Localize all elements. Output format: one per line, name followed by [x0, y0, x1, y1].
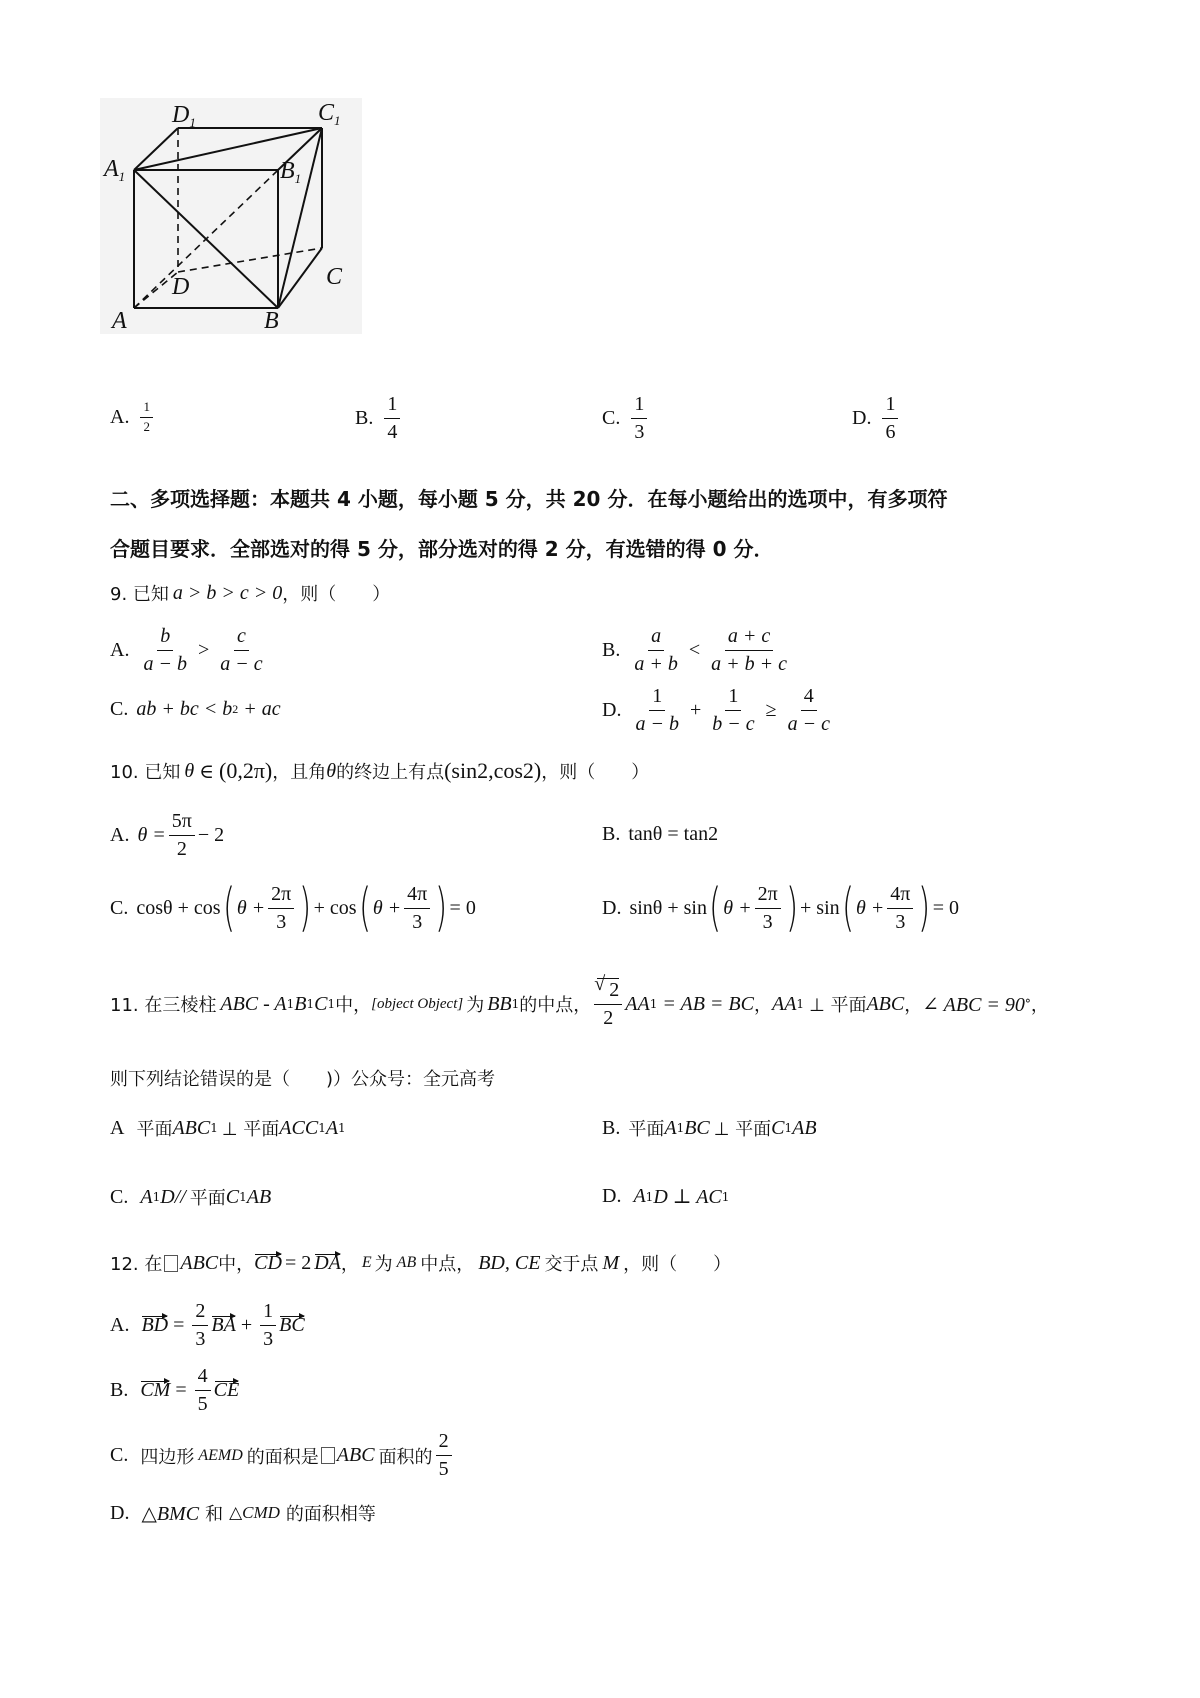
expression: θ = — [137, 824, 166, 846]
numerator: a + c — [725, 625, 773, 651]
segment-aa1: AA — [625, 992, 650, 1015]
subscript: 1 — [511, 997, 520, 1011]
triangle-bmc: △BMC — [141, 1502, 200, 1525]
sqrt-radicand: √ 2 — [597, 978, 619, 1002]
stem-text: 中， — [218, 1254, 255, 1275]
option-label: C. — [110, 1444, 129, 1466]
fraction — [384, 393, 400, 444]
cube-figure — [100, 98, 362, 334]
triangle-symbol-placeholder-icon — [321, 1447, 335, 1464]
angle-condition: ∠ ABC = 90 — [922, 993, 1025, 1016]
line-name: A — [633, 1185, 646, 1207]
segment-ab: AB — [396, 1254, 417, 1271]
q10-stem — [110, 758, 649, 784]
numerator: 1 — [882, 393, 898, 419]
right-paren: ) — [299, 878, 312, 938]
point-d: [object Object] — [371, 995, 464, 1012]
denominator: 3 — [412, 910, 423, 933]
q12-stem — [110, 1250, 731, 1276]
q11-option-d — [602, 1184, 729, 1209]
operator: < — [688, 639, 701, 661]
q10-option-d — [602, 878, 959, 938]
denominator: 4 — [387, 421, 398, 443]
fraction — [268, 883, 294, 934]
stem-text: 交于点 — [544, 1254, 599, 1275]
fraction — [887, 883, 913, 934]
option-label: D. — [602, 1185, 622, 1207]
denominator: 3 — [263, 1328, 274, 1350]
plane-name: A — [664, 1116, 677, 1139]
numerator: 2π — [268, 883, 294, 909]
denominator: 3 — [895, 910, 906, 933]
fraction — [195, 1365, 211, 1416]
q12-option-a — [110, 1300, 305, 1351]
stem-text: 12. 在 — [110, 1254, 163, 1275]
subscript: 1 — [210, 1121, 218, 1135]
degree-sign: ° — [1024, 997, 1031, 1011]
expression: θ + — [723, 896, 752, 919]
plane-abc: ABC — [866, 992, 905, 1015]
option-text: 平面 — [628, 1119, 665, 1140]
numerator: b — [157, 625, 173, 651]
stem-text: ，且角 — [272, 762, 327, 783]
stem-text: ，则（ ） — [623, 1254, 732, 1275]
numerator: 2 — [436, 1430, 452, 1456]
option-label: C. — [110, 1185, 129, 1208]
option-text: 平面 — [136, 1119, 173, 1140]
q10-option-b — [602, 823, 718, 846]
operator: + — [240, 1314, 253, 1336]
fraction — [631, 393, 647, 444]
prism-name: ABC - A — [220, 992, 287, 1015]
label-d1: $D_1$ — [172, 102, 196, 130]
option-label: B. — [110, 1379, 129, 1401]
denominator: 3 — [634, 421, 645, 443]
option-label: C. — [110, 698, 129, 720]
label-c1: $C_1$ — [318, 100, 341, 128]
option-text: 四边形 — [140, 1446, 195, 1468]
stem-text: ， — [1030, 995, 1049, 1016]
q9-option-d — [602, 685, 836, 736]
q12-option-c — [110, 1430, 455, 1481]
label-d: D — [172, 274, 190, 300]
operator: = 2 — [284, 1251, 312, 1274]
triangle-name: ABC — [336, 1444, 375, 1466]
plane-name: ABC — [172, 1116, 211, 1139]
label-b1: $B_1$ — [280, 158, 302, 186]
subscript: 1 — [338, 1121, 346, 1135]
stem-text: 中点， — [420, 1254, 475, 1275]
operator: + — [689, 699, 702, 721]
q11-option-a — [110, 1115, 346, 1141]
denominator: 2 — [143, 418, 150, 434]
label-c: C — [326, 264, 343, 290]
q11-option-c — [110, 1184, 271, 1210]
fraction — [631, 625, 681, 676]
expression: cosθ + cos — [136, 896, 221, 919]
right-paren: ) — [785, 878, 798, 938]
vector-ce: CE — [213, 1379, 240, 1401]
triangle-name: ABC — [180, 1251, 219, 1274]
fraction — [169, 810, 195, 861]
option-text: 的面积相等 — [285, 1504, 376, 1525]
theta: θ — [184, 759, 195, 782]
vector-cm: CM — [140, 1379, 171, 1401]
fraction — [404, 883, 430, 934]
expression: = 0 — [932, 896, 959, 919]
fraction — [140, 625, 190, 676]
q11-stem: 11. 在三棱柱 ABC - A 1 B 1 C 1 中， [object Object] 为 BB 1 的中点， √ $\frac{2}{2}$ AA 1 = AB = BC ， AA 1 ⊥ 平面 ABC ， ∠ ABC = 90 ° ， — [110, 978, 1049, 1030]
denominator: a + b + c — [711, 653, 787, 675]
q10-option-a — [110, 810, 224, 861]
plane-name: A — [325, 1116, 339, 1139]
numerator: 1 — [649, 685, 665, 711]
denominator: 5 — [197, 1393, 208, 1415]
subscript: 1 — [676, 1121, 685, 1135]
option-label: A. — [110, 405, 130, 428]
subscript: 1 — [649, 997, 658, 1011]
stem-text: 的中点， — [519, 995, 592, 1016]
option-label: C. — [110, 896, 129, 919]
option-label: A. — [110, 1314, 130, 1336]
q11-option-b — [602, 1115, 817, 1141]
subscript: 1 — [784, 1121, 793, 1135]
option-text: 和 — [205, 1504, 224, 1525]
q8-option-c — [602, 393, 650, 444]
line-name: D ⊥ AC — [653, 1186, 722, 1208]
fraction — [632, 685, 682, 736]
fraction — [192, 1300, 208, 1351]
equation: = AB = BC — [662, 992, 754, 1015]
numerator: 1 — [260, 1300, 276, 1326]
vector-cd: CD — [254, 1251, 282, 1274]
option-label: D. — [602, 699, 622, 721]
q11-stem-line2: 则下列结论错误的是（ )）公众号：全元高考 — [110, 1069, 496, 1090]
option-label: B. — [355, 407, 374, 429]
numerator: 1 — [631, 393, 647, 419]
denominator: a − c — [787, 713, 830, 735]
fraction — [882, 393, 898, 444]
point-coordinates: (sin2,cos2) — [444, 758, 542, 783]
subscript: 1 — [721, 1189, 730, 1204]
segment-bb1: BB — [487, 992, 512, 1015]
vector-bc: BC — [279, 1314, 305, 1336]
triangle-cmd: △CMD — [229, 1503, 280, 1522]
stem-text: ，则（ ） — [541, 762, 650, 783]
option-text: 平面 — [189, 1188, 226, 1209]
expression: ab + bc < b — [136, 698, 233, 720]
q9-stem — [110, 580, 390, 606]
stem-text: 的终边上有点 — [336, 762, 445, 783]
option-label: A. — [110, 639, 130, 661]
denominator: a − b — [143, 653, 187, 675]
expression: θ + — [372, 896, 402, 919]
numerator: 2π — [755, 883, 781, 909]
line-name: D// — [160, 1185, 186, 1208]
expression: tanθ = tan2 — [628, 823, 719, 845]
stem-text: ⊥ 平面 — [809, 995, 867, 1016]
numerator: 4π — [887, 883, 913, 909]
denominator: a − b — [635, 713, 679, 735]
stem-text: ，则（ ） — [282, 584, 391, 605]
left-paren: ( — [841, 878, 854, 938]
numerator: 1 — [725, 685, 741, 711]
option-text: ⊥ 平面 — [713, 1119, 772, 1140]
fraction — [140, 400, 153, 435]
section-heading-line1: 二、多项选择题：本题共 4 小题，每小题 5 分，共 20 分．在每小题给出的选项中，有多项符 — [110, 487, 948, 511]
expression: = 0 — [449, 896, 476, 919]
option-label: D. — [602, 896, 622, 919]
option-label: B. — [602, 823, 621, 845]
option-label: B. — [602, 639, 621, 661]
line-name: A — [140, 1185, 153, 1208]
plane-name: ACC — [279, 1116, 319, 1139]
stem-text: 10. 已知 — [110, 762, 181, 783]
expression: + sin — [800, 896, 840, 919]
denominator: a − c — [220, 653, 263, 675]
subscript: 1 — [306, 997, 315, 1011]
subscript: 1 — [318, 1121, 326, 1135]
vector-ba: BA — [211, 1314, 236, 1336]
left-paren: ( — [709, 878, 722, 938]
denominator: 5 — [438, 1458, 449, 1480]
expression: θ + — [855, 896, 885, 919]
stem-text: 为 — [466, 995, 485, 1016]
numerator: 4 — [801, 685, 817, 711]
numerator: c — [234, 625, 249, 651]
q8-option-b — [355, 393, 403, 444]
exponent: 2 — [232, 702, 239, 716]
operator: ∈ — [199, 760, 214, 783]
option-label: A. — [110, 824, 130, 846]
triangle-symbol-placeholder-icon — [164, 1255, 178, 1272]
section-heading-line2: 合题目要求．全部选对的得 5 分，部分选对的得 2 分，有选错的得 0 分． — [110, 537, 774, 561]
subscript: 1 — [239, 1190, 247, 1204]
expression: sinθ + sin — [629, 896, 707, 919]
option-label: C. — [602, 407, 621, 429]
numerator: 4π — [404, 883, 430, 909]
q9-option-a — [110, 625, 269, 676]
subscript: 1 — [796, 997, 805, 1011]
label-a1: $A_1$ — [104, 156, 126, 184]
operator: = — [173, 1314, 185, 1336]
denominator: 6 — [885, 421, 896, 443]
right-paren: ) — [918, 878, 931, 938]
stem-text: 为 — [374, 1254, 393, 1275]
option-text: 的面积是 — [246, 1446, 319, 1468]
fraction — [594, 978, 622, 1030]
label-b: B — [264, 308, 279, 334]
label-a: A — [112, 308, 127, 334]
option-text: 面积的 — [378, 1446, 433, 1468]
option-label: A — [110, 1116, 125, 1139]
subscript: 1 — [327, 997, 336, 1011]
numerator: 2 — [192, 1300, 208, 1326]
subscript: 1 — [645, 1189, 654, 1204]
fraction — [260, 1300, 276, 1351]
expression: + ac — [238, 698, 281, 720]
theta: θ — [326, 759, 337, 782]
numerator: a — [648, 625, 664, 651]
q9-option-c — [110, 698, 281, 721]
stem-text: 9. 已知 — [110, 584, 169, 605]
left-paren: ( — [222, 878, 235, 938]
denominator: a + b — [634, 653, 678, 675]
option-label: D. — [852, 407, 872, 429]
expression: + cos — [313, 896, 357, 919]
stem-text: ， — [753, 995, 772, 1016]
denominator: 3 — [195, 1328, 206, 1350]
q12-option-d — [110, 1500, 376, 1526]
q8-option-d — [852, 393, 901, 444]
numerator: 4 — [195, 1365, 211, 1391]
subscript: 1 — [286, 997, 295, 1011]
point-e: E — [361, 1254, 372, 1271]
stem-text: ， — [340, 1254, 359, 1275]
left-paren: ( — [358, 878, 371, 938]
point-m: M — [602, 1251, 620, 1274]
vector-da: DA — [314, 1251, 341, 1274]
option-text: ⊥ 平面 — [221, 1119, 280, 1140]
vector-bd: BD — [141, 1314, 169, 1336]
stem-text: ， — [904, 995, 923, 1016]
interval: (0,2π) — [219, 758, 273, 783]
option-label: D. — [110, 1501, 130, 1524]
operator: ≥ — [765, 699, 777, 721]
denominator: 3 — [762, 910, 773, 933]
plane-name: AB — [792, 1116, 817, 1139]
segments-bd-ce: BD, CE — [478, 1251, 541, 1274]
stem-condition: a > b > c > 0 — [172, 581, 283, 604]
operator: > — [197, 639, 210, 661]
plane-name: C — [771, 1116, 785, 1139]
numerator: 1 — [140, 400, 153, 418]
numerator: 1 — [384, 393, 400, 419]
stem-text: 11. 在三棱柱 — [110, 995, 217, 1016]
fraction — [217, 625, 265, 676]
denominator: 2 — [176, 838, 187, 860]
numerator: 5π — [169, 810, 195, 836]
fraction — [755, 883, 781, 934]
segment-aa1: AA — [771, 992, 797, 1015]
expression: − 2 — [197, 824, 225, 846]
fraction — [709, 685, 757, 736]
fraction — [436, 1430, 452, 1481]
q12-option-b — [110, 1365, 239, 1416]
plane-name: BC — [684, 1116, 710, 1139]
denominator: 3 — [276, 910, 287, 933]
q8-option-a — [110, 400, 156, 435]
plane-name: AB — [246, 1185, 272, 1208]
denominator: b − c — [712, 713, 755, 735]
subscript: 1 — [152, 1190, 161, 1204]
fraction — [708, 625, 790, 676]
quadrilateral-name: AEMD — [198, 1446, 243, 1464]
operator: = — [175, 1379, 187, 1401]
option-label: B. — [602, 1116, 621, 1139]
expression: θ + — [236, 896, 266, 919]
plane-name: C — [225, 1185, 240, 1208]
stem-text: 中， — [335, 995, 372, 1016]
q9-option-b — [602, 625, 793, 676]
denominator: 2 — [603, 1007, 614, 1029]
q10-option-c — [110, 878, 476, 938]
fraction — [785, 685, 833, 736]
right-paren: ) — [435, 878, 448, 938]
